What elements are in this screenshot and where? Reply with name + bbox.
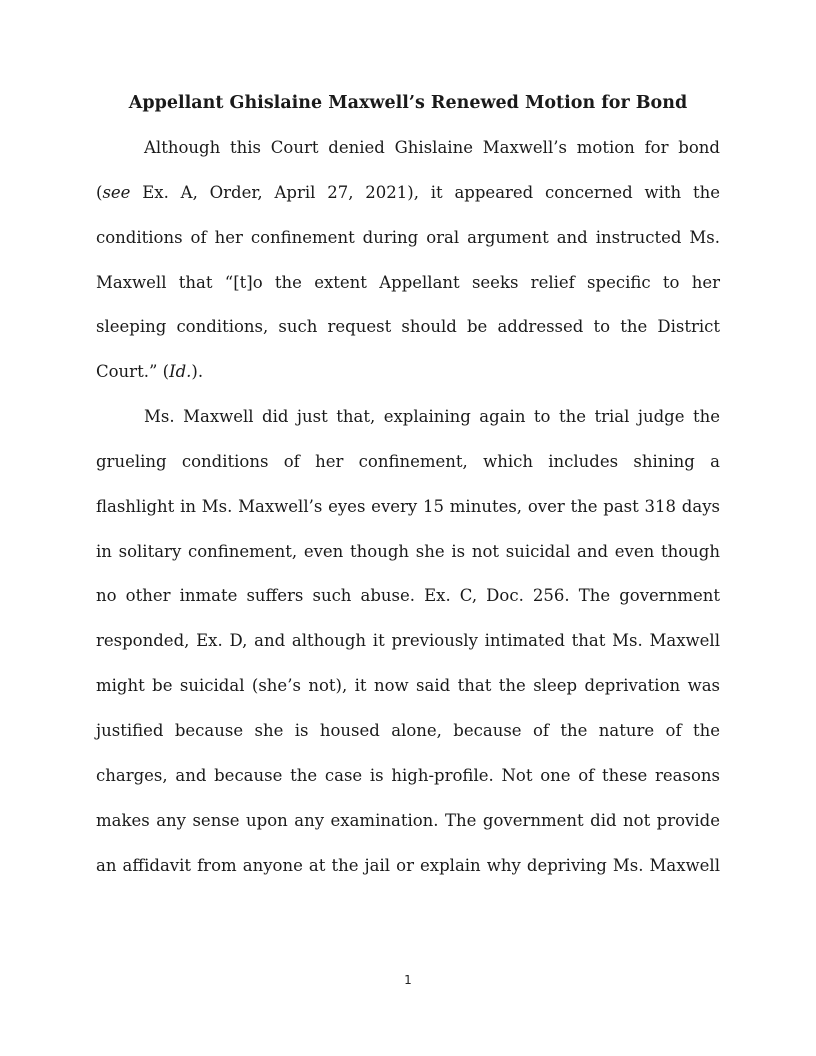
paragraph-1-line-5: sleeping conditions, such request should be addressed to the District [96, 317, 720, 337]
document-title: Appellant Ghislaine Maxwell’s Renewed Motion for Bond [128, 93, 688, 113]
citation-text: Ex. A, Order, April 27, 2021), it appeared concerned with the [130, 182, 720, 202]
paragraph-2-line-2: grueling conditions of her confinement, which includes shining a [96, 451, 720, 471]
paragraph-2-line-7: might be suicidal (she’s not), it now said that the sleep deprivation was [96, 676, 720, 696]
paragraph-1-line-6 [96, 360, 720, 405]
document-body [96, 136, 720, 898]
paragraph-1-line-2 [96, 181, 720, 226]
paragraph-2-line-9: charges, and because the case is high-profile. Not one of these reasons [96, 765, 720, 785]
open-paren: ( [96, 182, 103, 202]
paragraph-2-line-5: no other inmate suffers such abuse. Ex. C, Doc. 256. The government [96, 586, 720, 606]
see-signal: see [102, 182, 131, 202]
paragraph-1-line-1: Although this Court denied Ghislaine Maxwell’s motion for bond [144, 138, 720, 157]
paragraph-1-line-3: conditions of her confinement during oral argument and instructed Ms. [96, 227, 720, 247]
page-number: 1 [404, 973, 412, 987]
close-paren: ). [191, 362, 204, 382]
paragraph-2-line-8: justified because she is housed alone, because of the nature of the [96, 720, 720, 740]
paragraph-2-line-11: an affidavit from anyone at the jail or explain why depriving Ms. Maxwell [96, 855, 720, 875]
paragraph-2-line-10: makes any sense upon any examination. The government did not provide [96, 810, 720, 830]
paragraph-2-line-4: in solitary confinement, even though she is not suicidal and even though [96, 541, 720, 561]
paragraph-2-line-1: Ms. Maxwell did just that, explaining again to the trial judge the [144, 407, 720, 427]
paragraph-2-line-6: responded, Ex. D, and although it previously intimated that Ms. Maxwell [96, 631, 720, 651]
paragraph-2-line-3: flashlight in Ms. Maxwell’s eyes every 15 minutes, over the past 318 days [96, 496, 720, 516]
paragraph-1-line-4: Maxwell that “[t]o the extent Appellant seeks relief specific to her [96, 272, 720, 292]
id-citation: Id. [169, 362, 192, 382]
court-quote-end: Court.” ( [96, 362, 170, 382]
